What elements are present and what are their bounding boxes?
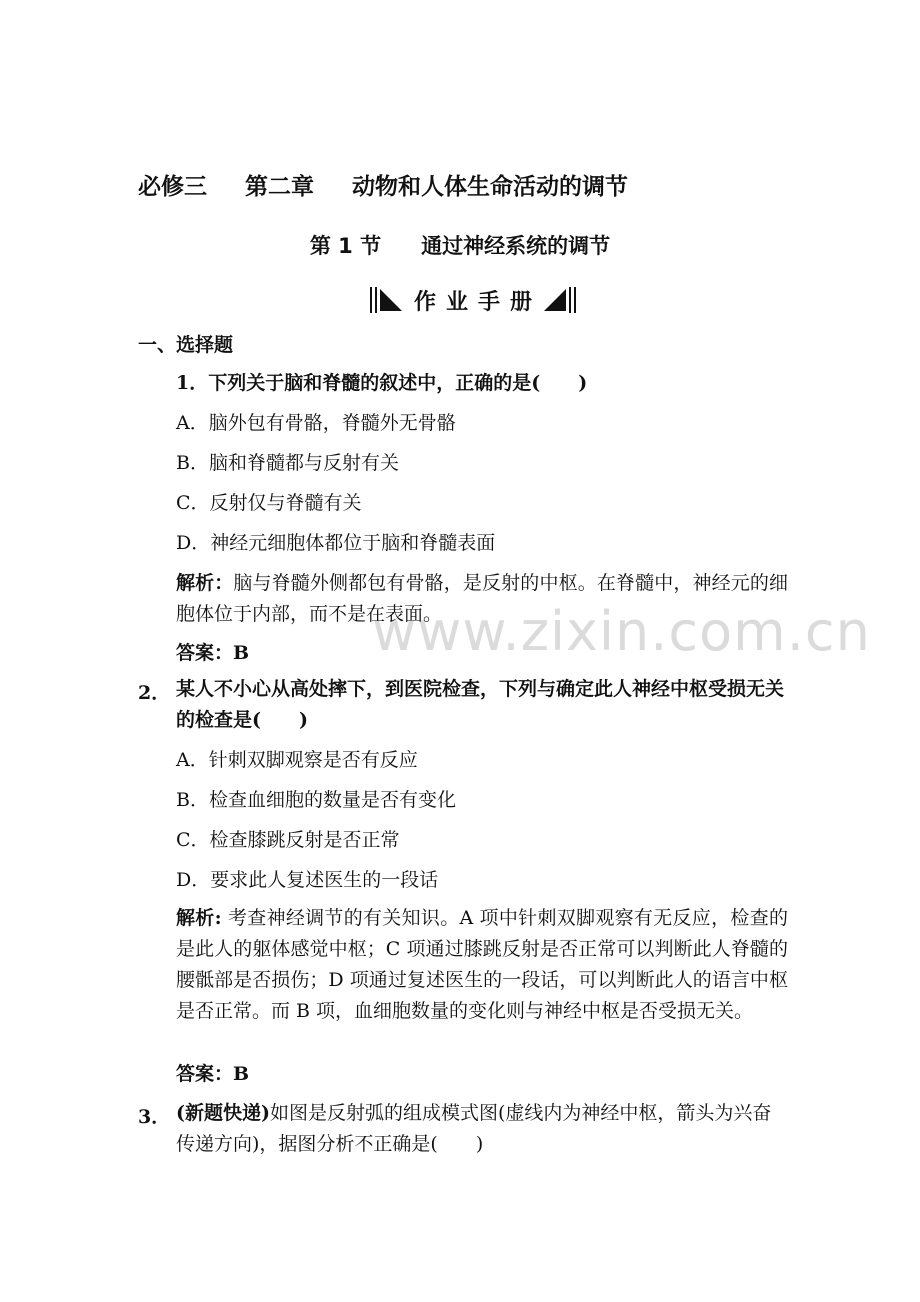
homework-banner <box>370 284 576 316</box>
section-number: 第 1 节 <box>309 234 382 258</box>
q3-tag: (新题快递) <box>176 1102 270 1124</box>
watermark: www.zixin.com.cn <box>372 600 871 663</box>
q2-option-b: B．检查血细胞的数量是否有变化 <box>176 789 456 811</box>
q2-stem: 某人不小心从高处摔下，到医院检查，下列与确定此人神经中枢受损无关的检查是( ) <box>176 678 785 731</box>
q1-option-a: A．脑外包有骨骼，脊髓外无骨骼 <box>176 412 456 434</box>
q1-option-c: C．反射仅与脊髓有关 <box>176 492 362 514</box>
q1-option-d: D．神经元细胞体都位于脑和脊髓表面 <box>176 532 496 554</box>
chapter-part-name: 动物和人体生命活动的调节 <box>352 174 628 200</box>
q2-analysis <box>176 903 788 1027</box>
chapter-part-number: 第二章 <box>245 174 314 200</box>
q2-analysis-text: 考查神经调节的有关知识。A 项中针刺双脚观察有无反应，检查的是此人的躯体感觉中枢；C 项通过膝跳反射是否正常可以判断此人脊髓的腰骶部是否损伤；D 项通过复述医生的一段话，可以判断此人的语言中枢是否正常。而 B 项，血细胞数量的变化则与神经中枢是否受损无关。 <box>176 907 788 1022</box>
q3-stem-block <box>176 1098 788 1160</box>
banner-label: 作业手册 <box>413 289 542 315</box>
q2-option-d: D．要求此人复述医生的一段话 <box>176 869 439 891</box>
q1-answer: 答案：B <box>176 642 250 664</box>
banner-right-ornament <box>544 285 576 315</box>
chapter-title <box>138 168 628 201</box>
q1-analysis <box>176 568 788 630</box>
q2-answer: 答案：B <box>176 1063 250 1085</box>
q3-stem: 如图是反射弧的组成模式图(虚线内为神经中枢，箭头为兴奋传递方向)，据图分析不正确是( ) <box>176 1102 772 1155</box>
q1-analysis-text: 脑与脊髓外侧都包有骨骼，是反射的中枢。在脊髓中，神经元的细胞体位于内部，而不是在表面。 <box>176 572 788 625</box>
section-title <box>0 230 920 260</box>
q2-option-a: A．针刺双脚观察是否有反应 <box>176 749 418 771</box>
q1-option-b: B．脑和脊髓都与反射有关 <box>176 452 399 474</box>
q1-stem: 1．下列关于脑和脊髓的叙述中，正确的是( ) <box>176 372 588 394</box>
chapter-part-book: 必修三 <box>138 174 207 200</box>
section-name: 通过神经系统的调节 <box>421 234 611 258</box>
q1-analysis-label: 解析： <box>176 572 234 594</box>
q2-option-c: C．检查膝跳反射是否正常 <box>176 829 400 851</box>
section-heading: 一、选择题 <box>138 334 234 356</box>
banner-left-ornament <box>370 285 402 315</box>
q3-number: 3． <box>138 1106 171 1128</box>
q2-analysis-label: 解析: <box>176 907 222 929</box>
q2-number: 2． <box>138 682 171 704</box>
